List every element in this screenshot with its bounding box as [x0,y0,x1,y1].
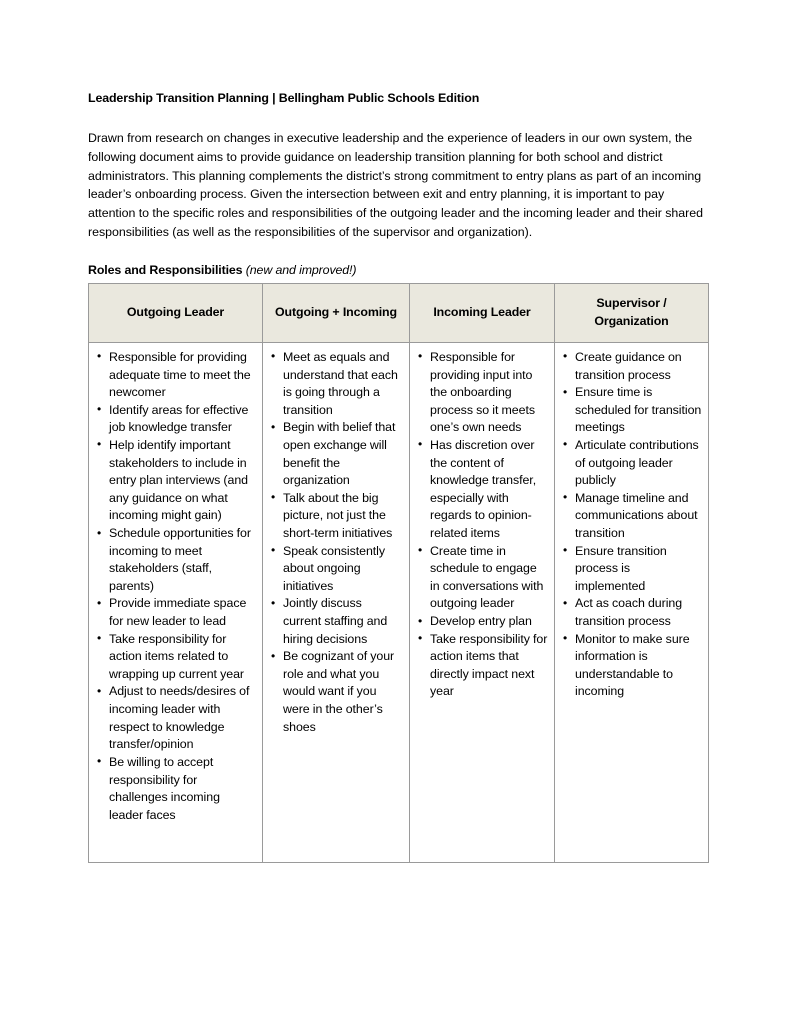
list-item: • Ensure transition process is implemented [561,543,702,596]
list-item: • Meet as equals and understand that each is going through a transition [269,349,403,419]
list-item: • Monitor to make sure information is understandable to incoming [561,631,702,701]
list-item: • Help identify important stakeholders to include in entry plan interviews (and any guidance on what incoming might gain) [95,437,256,525]
table-header-outgoing-leader: Outgoing Leader [89,283,263,342]
list-item: • Speak consistently about ongoing initiatives [269,543,403,596]
incoming-leader-list [416,349,548,701]
list-item: • Talk about the big picture, not just the short-term initiatives [269,490,403,543]
list-item: • Jointly discuss current staffing and hiring decisions [269,595,403,648]
section-heading [88,262,708,279]
list-item: • Begin with belief that open exchange will benefit the organization [269,419,403,489]
table-header-incoming-leader: Incoming Leader [410,283,555,342]
list-item: • Create time in schedule to engage in conversations with outgoing leader [416,543,548,613]
table-body-row [89,342,709,862]
supervisor-organization-list [561,349,702,701]
list-item: • Has discretion over the content of knowledge transfer, especially with regards to opinion-related items [416,437,548,543]
table-header-row [89,283,709,342]
table-header-supervisor-organization: Supervisor / Organization [555,283,709,342]
document-title: Leadership Transition Planning | Bellingham Public Schools Edition [88,91,480,105]
table-cell-outgoing-leader [89,342,263,862]
list-item: • Provide immediate space for new leader to lead [95,595,256,630]
section-heading-italic: (new and improved!) [245,263,357,278]
list-item: • Be cognizant of your role and what you would want if you were in the other’s shoes [269,648,403,736]
list-item: • Act as coach during transition process [561,595,702,630]
document-body [88,90,708,863]
table-cell-outgoing-incoming [263,342,410,862]
list-item: • Adjust to needs/desires of incoming leader with respect to knowledge transfer/opinion [95,683,256,753]
list-item: • Ensure time is scheduled for transition meetings [561,384,702,437]
list-item: • Create guidance on transition process [561,349,702,384]
intro-paragraph: Drawn from research on changes in executive leadership and the experience of leaders in our own system, the following document aims to provide guidance on leadership transition planning for both school and district administrators. This planning complements the district’s strong commitment to entry plans as part of an incoming leader’s onboarding process. Given the intersection between exit and entry planning, it is important to pay attention to the specific roles and responsibilities of the outgoing leader and the incoming leader and their shared responsibilities (as well as the responsibilities of the supervisor and organization). [88,130,703,240]
outgoing-leader-list [95,349,256,824]
table-header-outgoing-incoming: Outgoing + Incoming [263,283,410,342]
list-item: • Articulate contributions of outgoing leader publicly [561,437,702,490]
table-cell-supervisor-organization [555,342,709,862]
list-item: • Identify areas for effective job knowledge transfer [95,402,256,437]
list-item: • Be willing to accept responsibility for challenges incoming leader faces [95,754,256,824]
list-item: • Take responsibility for action items that directly impact next year [416,631,548,701]
list-item: • Responsible for providing input into the onboarding process so it meets one’s own needs [416,349,548,437]
roles-and-responsibilities-table [88,283,709,863]
outgoing-incoming-list [269,349,403,736]
list-item: • Schedule opportunities for incoming to meet stakeholders (staff, parents) [95,525,256,595]
list-item: • Manage timeline and communications about transition [561,490,702,543]
list-item: • Responsible for providing adequate time to meet the newcomer [95,349,256,402]
list-item: • Take responsibility for action items related to wrapping up current year [95,631,256,684]
list-item: • Develop entry plan [416,613,548,631]
table-cell-incoming-leader [410,342,555,862]
section-heading-bold: Roles and Responsibilities [88,263,246,278]
